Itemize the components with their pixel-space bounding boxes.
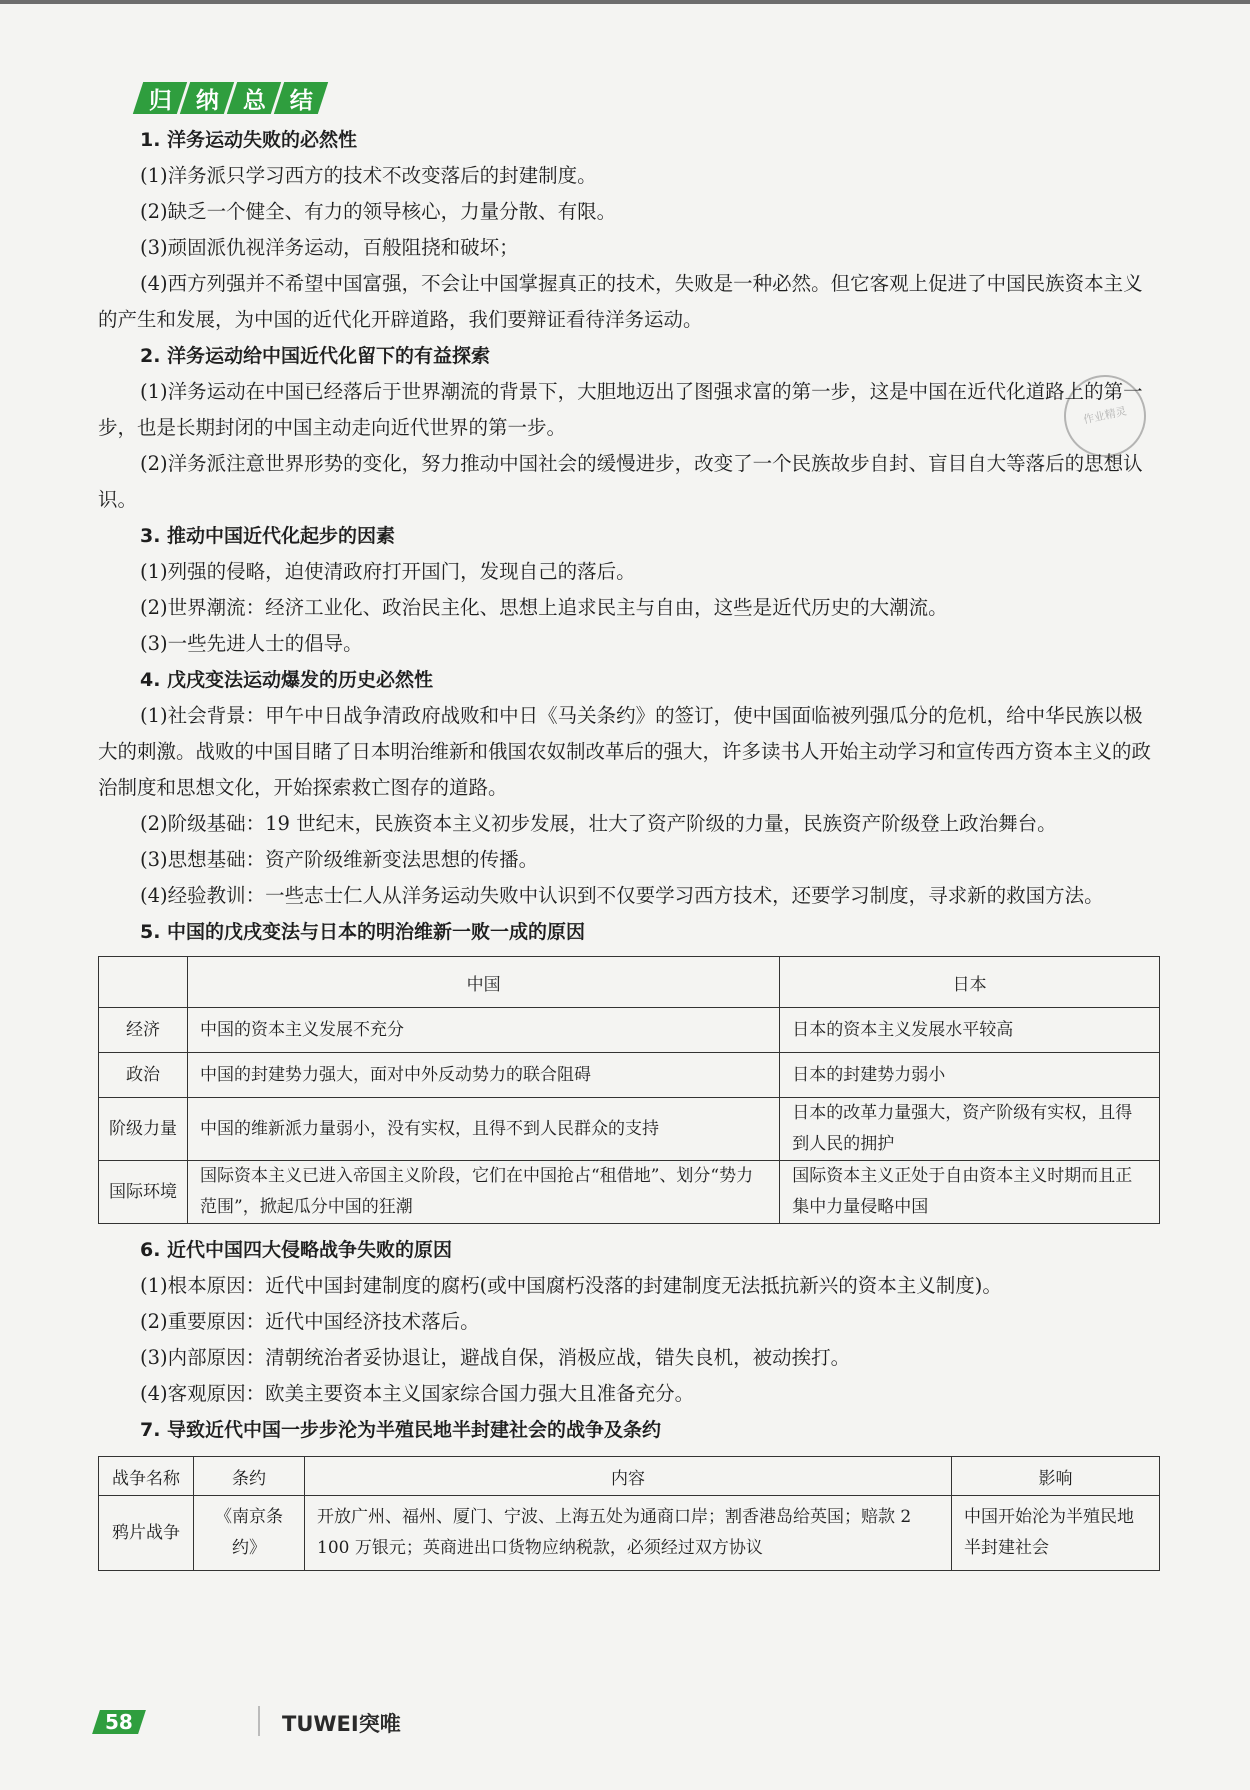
section-title: 6. 近代中国四大侵略战争失败的原因 [140, 1239, 453, 1261]
paragraph: (2)阶级基础：19 世纪末，民族资本主义初步发展，壮大了资产阶级的力量，民族资产阶级登上政治舞台。 [140, 812, 1057, 835]
paragraph: (1)根本原因：近代中国封建制度的腐朽(或中国腐朽没落的封建制度无法抵抗新兴的资本主义制度)。 [140, 1274, 1002, 1297]
paragraph: (4)经验教训：一些志士仁人从洋务运动失败中认识到不仅要学习西方技术，还要学习制度，寻求新的救国方法。 [140, 884, 1104, 907]
paragraph: (2)洋务派注意世界形势的变化，努力推动中国社会的缓慢进步，改变了一个民族故步自封、盲目自大等落后的思想认识。 [98, 452, 1143, 511]
table-header: 战争名称 [99, 1457, 194, 1496]
badge-char: 结 [274, 82, 328, 114]
paragraph: (3)顽固派仇视洋务运动，百般阻挠和破坏； [140, 236, 519, 259]
table-header: 日本 [780, 957, 1160, 1008]
table-cell: 日本的封建势力弱小 [780, 1053, 1160, 1098]
table-cell: 中国的资本主义发展不充分 [188, 1008, 780, 1053]
table-header-row [99, 957, 1160, 1008]
comparison-table [98, 956, 1160, 1224]
paragraph: (4)客观原因：欧美主要资本主义国家综合国力强大且准备充分。 [140, 1382, 695, 1405]
section-title: 3. 推动中国近代化起步的因素 [140, 525, 396, 547]
table-cell: 经济 [99, 1008, 188, 1053]
table-cell: 日本的资本主义发展水平较高 [780, 1008, 1160, 1053]
paragraph: (3)思想基础：资产阶级维新变法思想的传播。 [140, 848, 539, 871]
section-title: 4. 戊戌变法运动爆发的历史必然性 [140, 669, 434, 691]
paragraph: (3)内部原因：清朝统治者妥协退让，避战自保，消极应战，错失良机，被动挨打。 [140, 1346, 851, 1369]
table-row [99, 1008, 1160, 1053]
paragraph: (2)世界潮流：经济工业化、政治民主化、思想上追求民主与自由，这些是近代历史的大潮流。 [140, 596, 948, 619]
table-cell: 《南京条约》 [194, 1496, 305, 1571]
section-badge [138, 82, 326, 114]
page-number: 58 [92, 1710, 146, 1734]
table-cell: 中国开始沦为半殖民地半封建社会 [952, 1496, 1160, 1571]
summary-content [98, 122, 1160, 1571]
table-cell: 开放广州、福州、厦门、宁波、上海五处为通商口岸；割香港岛给英国；赔款 2 100 万银元；英商进出口货物应纳税款，必须经过双方协议 [305, 1496, 952, 1571]
section-title: 7. 导致近代中国一步步沦为半殖民地半封建社会的战争及条约 [140, 1419, 662, 1441]
table-header [99, 957, 188, 1008]
paragraph: (3)一些先进人士的倡导。 [140, 632, 363, 655]
table-header: 中国 [188, 957, 780, 1008]
table-row [99, 1496, 1160, 1571]
table-cell: 国际资本主义已进入帝国主义阶段，它们在中国抢占“租借地”、划分“势力范围”，掀起瓜分中国的狂潮 [188, 1161, 780, 1224]
table-header-row [99, 1457, 1160, 1496]
paragraph: (1)列强的侵略，迫使清政府打开国门，发现自己的落后。 [140, 560, 636, 583]
table-header: 内容 [305, 1457, 952, 1496]
table-cell: 政治 [99, 1053, 188, 1098]
table-row [99, 1053, 1160, 1098]
table-cell: 中国的封建势力强大，面对中外反动势力的联合阻碍 [188, 1053, 780, 1098]
stamp-logo: 作业精灵 [1056, 367, 1153, 464]
badge-char: 总 [227, 82, 281, 114]
table-cell: 中国的维新派力量弱小，没有实权，且得不到人民群众的支持 [188, 1098, 780, 1161]
paragraph: (1)社会背景：甲午中日战争清政府战败和中日《马关条约》的签订，使中国面临被列强瓜分的危机，给中华民族以极大的刺激。战败的中国目睹了日本明治维新和俄国农奴制改革后的强大，许多读书人开始主动学习和宣传西方资本主义的政治制度和思想文化，开始探索救亡图存的道路。 [98, 704, 1152, 799]
paragraph: (2)重要原因：近代中国经济技术落后。 [140, 1310, 480, 1333]
war-treaty-table [98, 1456, 1160, 1571]
paragraph: (1)洋务派只学习西方的技术不改变落后的封建制度。 [140, 164, 597, 187]
table-row [99, 1098, 1160, 1161]
footer-divider [258, 1706, 260, 1736]
paragraph: (2)缺乏一个健全、有力的领导核心，力量分散、有限。 [140, 200, 617, 223]
table-cell: 日本的改革力量强大，资产阶级有实权，且得到人民的拥护 [780, 1098, 1160, 1161]
table-header: 条约 [194, 1457, 305, 1496]
table-header: 影响 [952, 1457, 1160, 1496]
table-row [99, 1161, 1160, 1224]
paragraph: (4)西方列强并不希望中国富强，不会让中国掌握真正的技术，失败是一种必然。但它客观上促进了中国民族资本主义的产生和发展，为中国的近代化开辟道路，我们要辩证看待洋务运动。 [98, 272, 1143, 331]
section-title: 2. 洋务运动给中国近代化留下的有益探索 [140, 345, 491, 367]
table-cell: 国际资本主义正处于自由资本主义时期而且正集中力量侵略中国 [780, 1161, 1160, 1224]
badge-char: 纳 [180, 82, 234, 114]
paragraph: (1)洋务运动在中国已经落后于世界潮流的背景下，大胆地迈出了图强求富的第一步，这是中国在近代化道路上的第一步，也是长期封闭的中国主动走向近代世界的第一步。 [98, 380, 1143, 439]
table-cell: 阶级力量 [99, 1098, 188, 1161]
badge-char: 归 [133, 82, 187, 114]
top-border [0, 0, 1250, 4]
section-title: 5. 中国的戊戌变法与日本的明治维新一败一成的原因 [140, 921, 586, 943]
table-cell: 国际环境 [99, 1161, 188, 1224]
brand-logo: TUWEI突唯 [282, 1712, 401, 1736]
section-title: 1. 洋务运动失败的必然性 [140, 129, 358, 151]
table-cell: 鸦片战争 [99, 1496, 194, 1571]
